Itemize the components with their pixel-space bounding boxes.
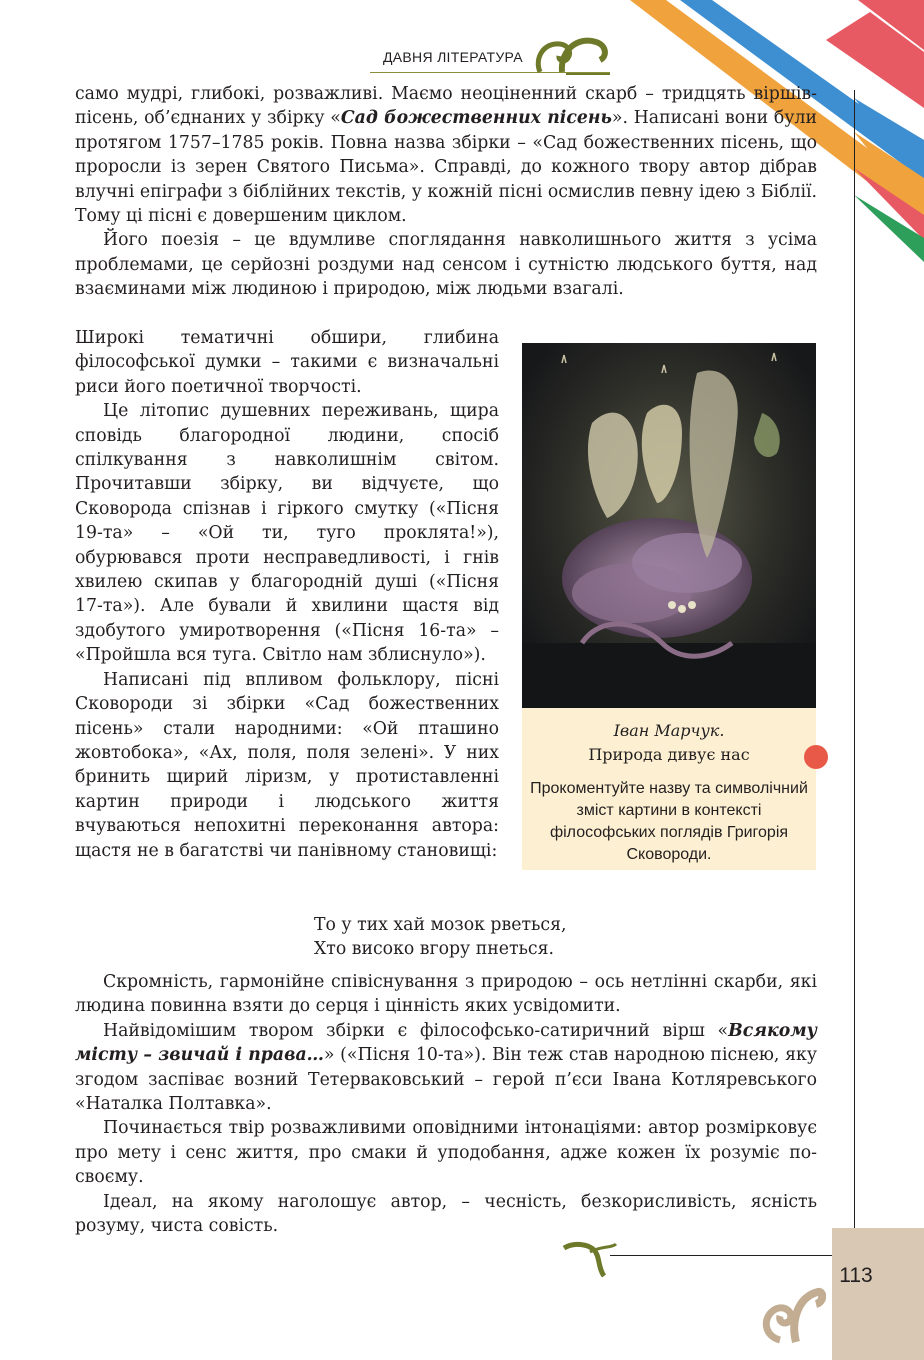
poem-title: Всякому місту – звичай і права… bbox=[75, 1020, 817, 1066]
paragraph-8: Ідеал, на якому наголошує автор, – чесність, безкорисливість, ясність розуму, чиста совість. bbox=[75, 1191, 817, 1237]
text-block-bottom bbox=[75, 970, 817, 1238]
caption-author: Іван Марчук. bbox=[613, 721, 725, 740]
collection-title: Сад божественних пісень bbox=[340, 108, 612, 129]
figure-caption bbox=[522, 708, 816, 870]
caption-task: Прокоментуйте назву та символічний зміст картини в контексті філософських поглядів Григорія Сковороди. bbox=[530, 780, 808, 863]
paragraph-6: Найвідомішим твором збірки є філософсько-сатиричний вірш «Всякому місту – звичай і права…» («Пісня 10-та»). Він теж став народною піснею, яку згодом заспіває возний Тетерваковський – герой п’єси Івана Котляревського «Наталка Полтавка». bbox=[75, 1020, 817, 1115]
paragraph-1: само мудрі, глибокі, розважливі. Маємо неоціненний скарб – тридцять віршів-пісень, об’єднаних у збірку «Сад божественних пісень». Написані вони були протягом 1757–1785 років. Повна назва збірки – «Сад божественних пісень, що проросли із зерен Святого Письма». Справді, до кожного твору автор дібрав влучні епіграфи з біблійних текстів, у кожній пісні осмислив певну ідею з Біблії. Тому ці пісні є довершеним циклом. bbox=[75, 84, 817, 227]
footer-flourish-ornament bbox=[560, 1240, 620, 1284]
section-header: ДАВНЯ ЛІТЕРАТУРА bbox=[383, 49, 523, 65]
page-corner-ornament bbox=[760, 1278, 826, 1348]
poem-line: То у тих хай мозок рветься, bbox=[314, 915, 567, 935]
paragraph-4: Написані під впливом фольклору, пісні Сковороди зі збірки «Сад божественних пісень» стали народними: «Ой пташино жовтобока», «Ах, поля, поля зелені». У них бринить щирий ліризм, у протиставленні картин природи і людського життя вчуваються непохитні переконання автора: щастя не в багатстві чи панівному становищі: bbox=[75, 669, 499, 861]
paragraph-2: Його поезія – це вдумливе споглядання навколишнього життя з усіма проблемами, це серйозні роздуми над сенсом і сутністю людського буття, над взаєминами між людиною і природою, між людьми взагалі. bbox=[75, 230, 817, 300]
painting-image bbox=[522, 343, 816, 708]
header-flourish-ornament bbox=[532, 28, 612, 78]
poem-quote bbox=[314, 913, 567, 962]
paragraph-3: Це літопис душевних переживань, щира сповідь благородної людини, спосіб спілкування з навколишнім світом. Прочитавши збірку, ви відчуєте, що Сковорода спізнав і гіркого смутку («Пісня 19-та» – «Ой ти, туго проклята!»), обурювався проти несправедливості, і гнів хвилею скипав у благородній душі («Пісня 17-та»). Але бували й хвилини щастя від здобутого умиротворення («Пісня 16-та» – «Пройшла вся туга. Світло нам зблиснуло»). bbox=[75, 401, 499, 666]
caption-title: Природа дивує нас bbox=[588, 745, 750, 764]
page-side-band bbox=[832, 1228, 924, 1360]
text-block-column bbox=[75, 326, 499, 863]
page-frame-right bbox=[854, 90, 855, 1255]
text-block-top bbox=[75, 82, 817, 302]
paragraph-2-continued: Широкі тематичні обшири, глибина філософської думки – такими є визначальні риси його поетичної творчості. bbox=[75, 328, 499, 397]
page-number: 113 bbox=[839, 1264, 873, 1287]
poem-line: Хто високо вгору пнеться. bbox=[314, 939, 555, 960]
task-marker-icon bbox=[804, 745, 828, 769]
paragraph-7: Починається твір розважливими оповідними інтонаціями: автор розмірковує про мету і сенс життя, про смаки й уподобання, адже кожен їх розуміє по-своєму. bbox=[75, 1118, 817, 1188]
page-frame-bottom bbox=[610, 1255, 856, 1256]
paragraph-5: Скромність, гармонійне співіснування з природою – ось нетлінні скарби, які людина повинна взяти до серця і цінність яких усвідомити. bbox=[75, 972, 817, 1017]
